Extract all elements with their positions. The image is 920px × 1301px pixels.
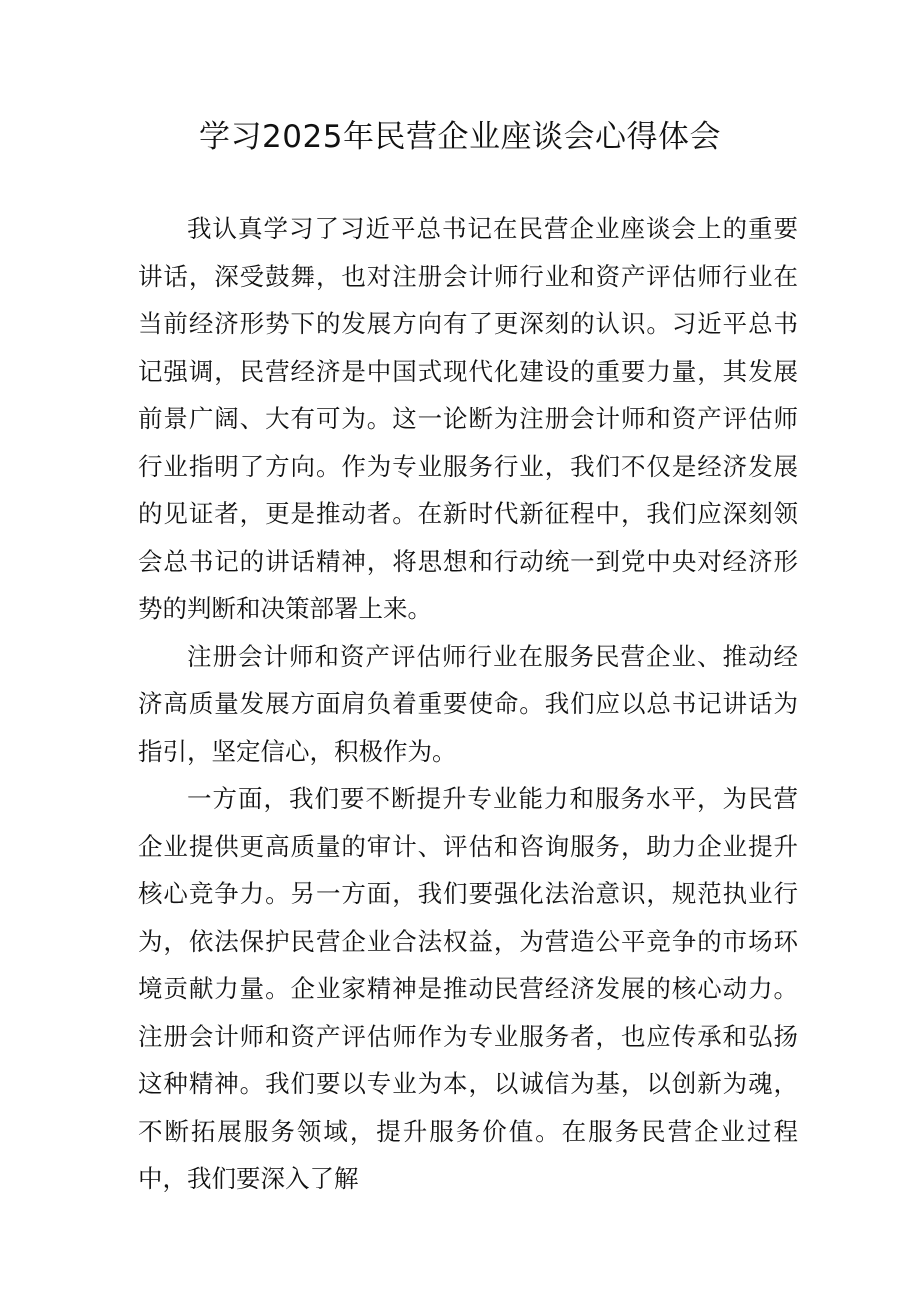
document-body <box>138 205 798 1203</box>
paragraph-3: 一方面，我们要不断提升专业能力和服务水平，为民营企业提供更高质量的审计、评估和咨询服务，助力企业提升核心竞争力。另一方面，我们要强化法治意识，规范执业行为，依法保护民营企业合法权益，为营造公平竞争的市场环境贡献力量。企业家精神是推动民营经济发展的核心动力。注册会计师和资产评估师作为专业服务者，也应传承和弘扬这种精神。我们要以专业为本，以诚信为基，以创新为魂，不断拓展服务领域，提升服务价值。在服务民营企业过程中，我们要深入了解 <box>138 784 798 1193</box>
document-title: 学习2025年民营企业座谈会心得体会 <box>199 119 721 155</box>
paragraph-2: 注册会计师和资产评估师行业在服务民营企业、推动经济高质量发展方面肩负着重要使命。我们应以总书记讲话为指引，坚定信心，积极作为。 <box>138 641 798 766</box>
paragraph-1: 我认真学习了习近平总书记在民营企业座谈会上的重要讲话，深受鼓舞，也对注册会计师行业和资产评估师行业在当前经济形势下的发展方向有了更深刻的认识。习近平总书记强调，民营经济是中国式现代化建设的重要力量，其发展前景广阔、大有可为。这一论断为注册会计师和资产评估师行业指明了方向。作为专业服务行业，我们不仅是经济发展的见证者，更是推动者。在新时代新征程中，我们应深刻领会总书记的讲话精神，将思想和行动统一到党中央对经济形势的判断和决策部署上来。 <box>138 214 798 623</box>
